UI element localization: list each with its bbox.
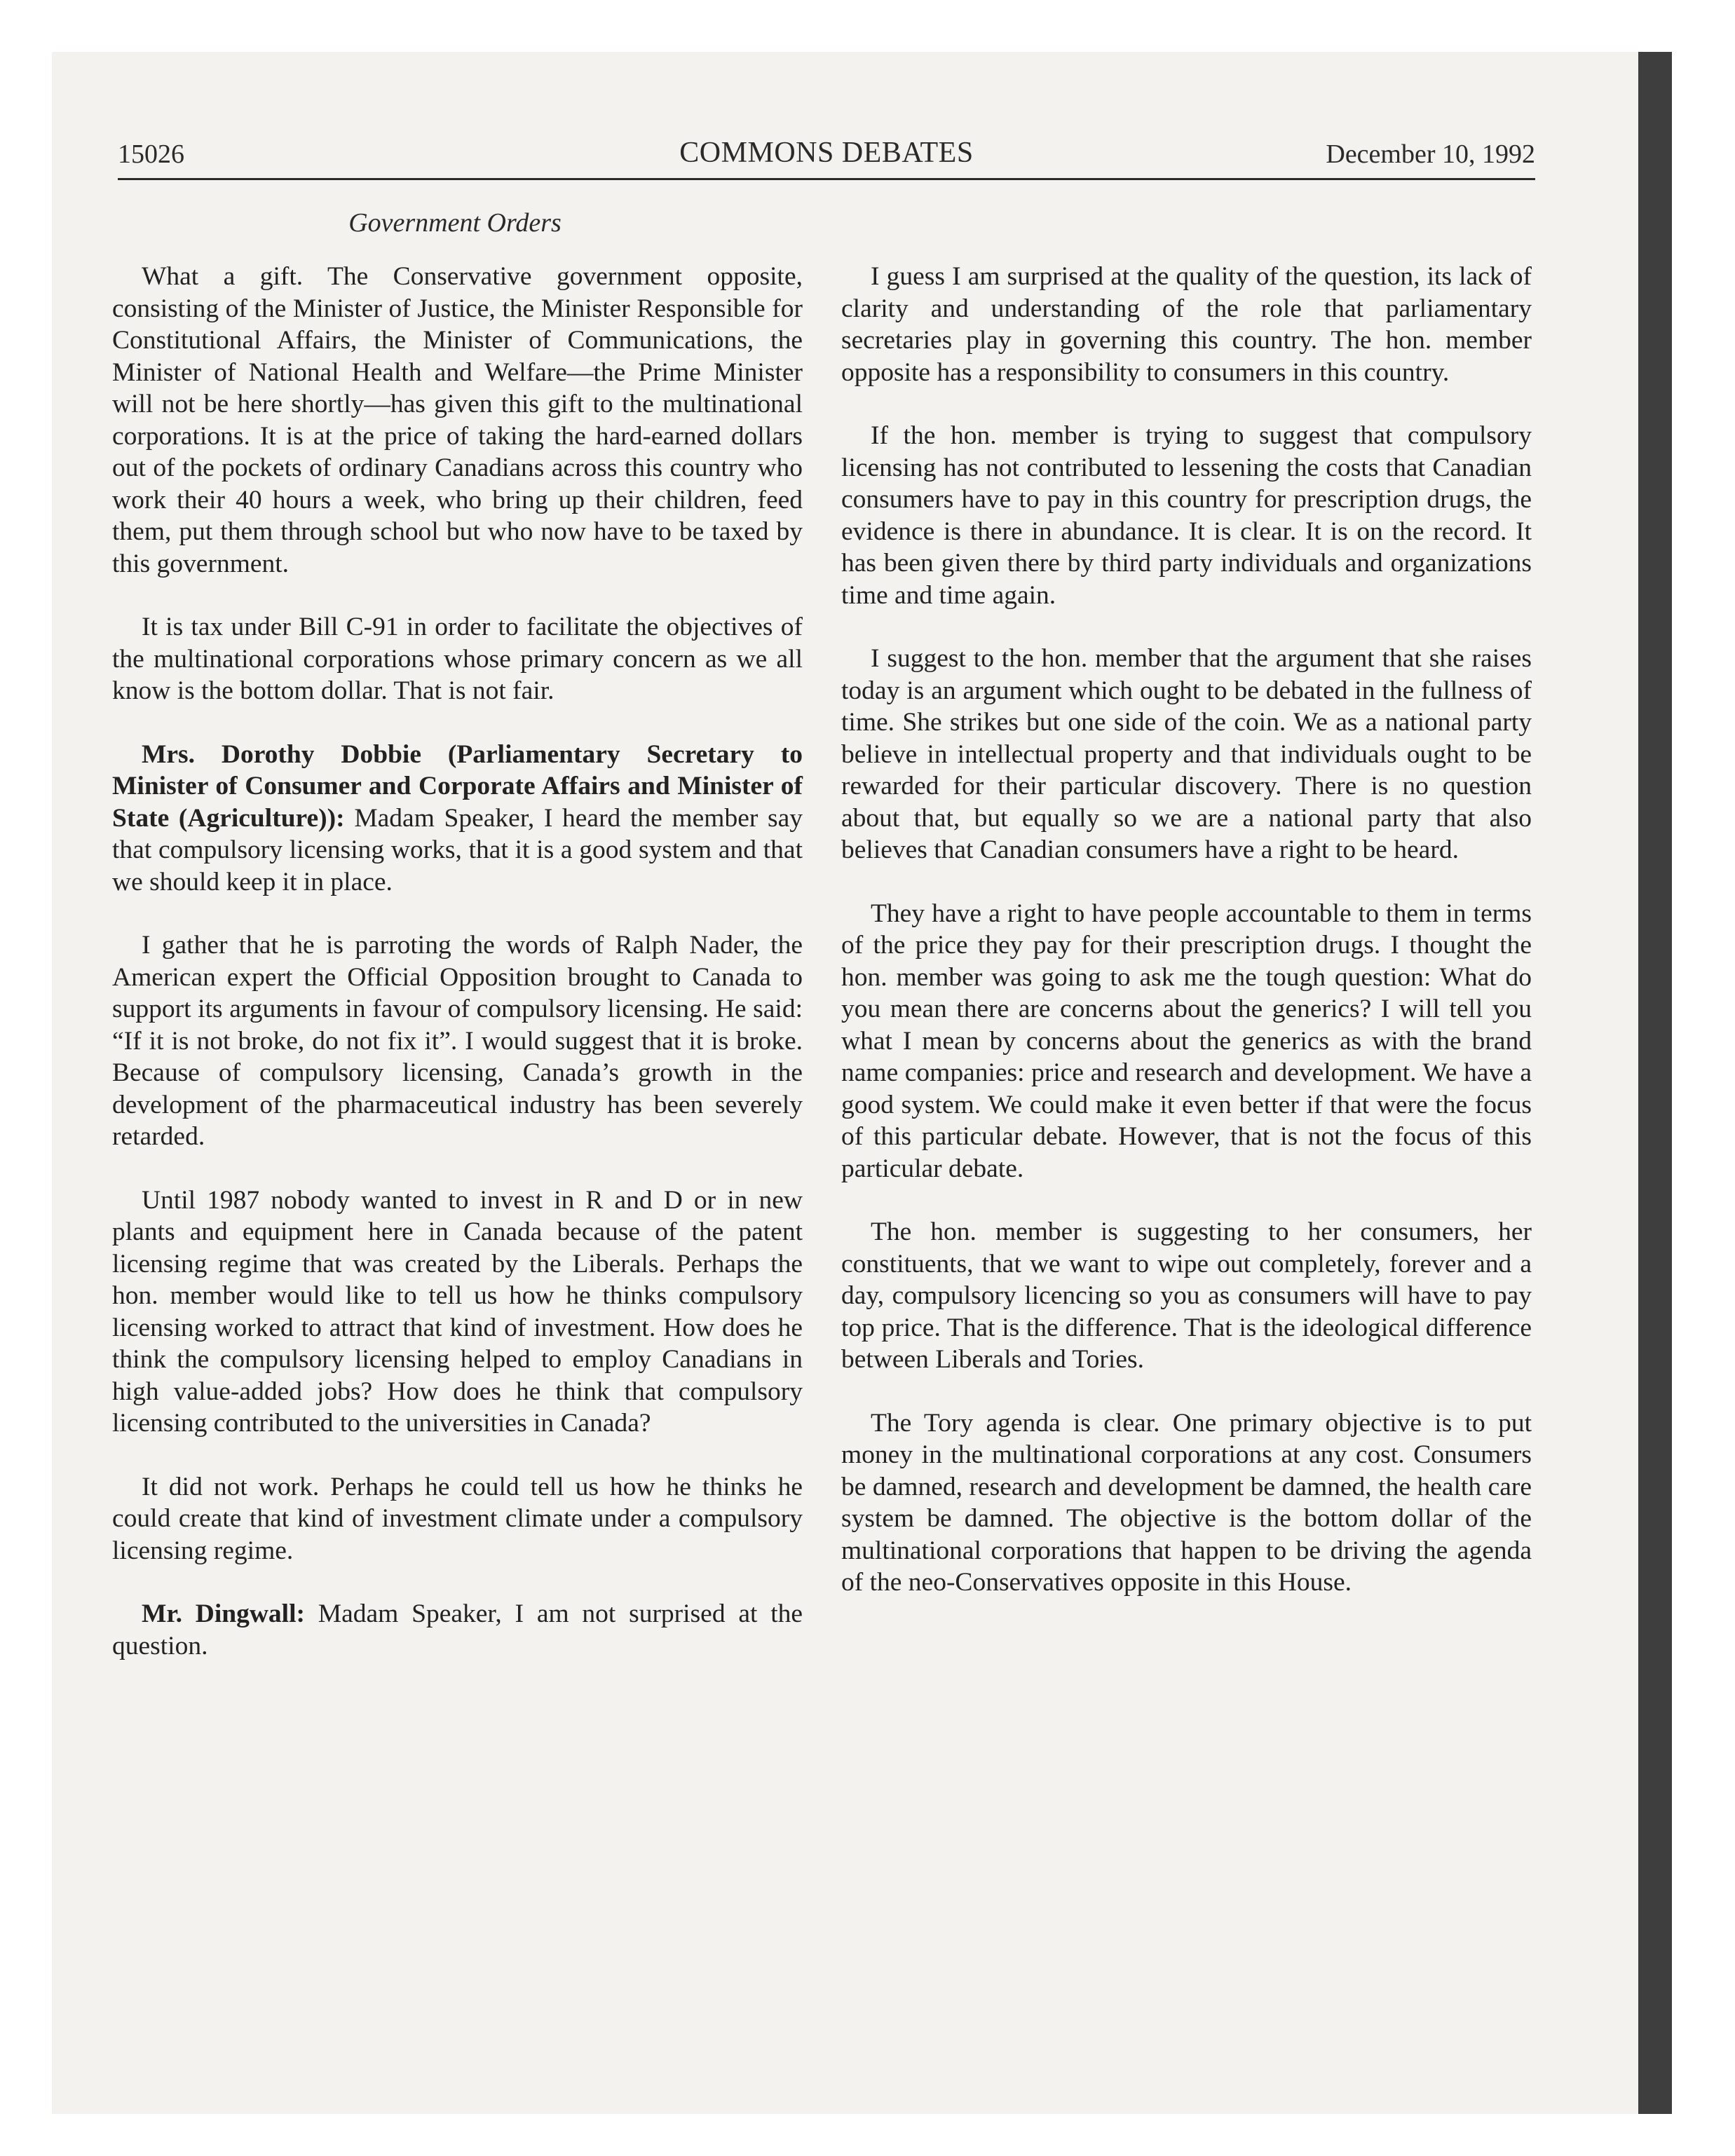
- journal-title: COMMONS DEBATES: [679, 137, 974, 169]
- paragraph: [841, 1407, 1532, 1599]
- paragraph: [841, 261, 1532, 388]
- paragraph-text: I suggest to the hon. member that the argument that she raises today is an argument which ought to be debated in the fullness of time. She strikes but one side of the coin. We as a national party believe in intellectual property and that individuals ought to be rewarded for their particular discovery. There is no question about that, but equally so we are a national party that also believes that Canadian consumers have a right to be heard.: [841, 644, 1532, 864]
- paragraph-text: If the hon. member is trying to suggest that compulsory licensing has not contributed to lessening the costs that Canadian consumers have to pay in this country for prescription drugs, the evidence is there in abundance. It is clear. It is on the record. It has been given there by third party individuals and organizations time and time again.: [841, 421, 1532, 610]
- right-column: [841, 261, 1532, 1630]
- paragraph: [112, 1185, 803, 1440]
- paragraph-text: It is tax under Bill C-91 in order to facilitate the objectives of the multinational corporations whose primary concern as we all know is the bottom dollar. That is not fair.: [112, 613, 803, 705]
- paragraph-text: The hon. member is suggesting to her consumers, her constituents, that we want to wipe out completely, forever and a day, compulsory licencing so you as consumers will have to pay top price. That is the difference. That is the ideological difference between Liberals and Tories.: [841, 1217, 1532, 1374]
- paragraph: [112, 929, 803, 1153]
- paragraph-text: What a gift. The Conservative government opposite, consisting of the Minister of Justice, the Minister Responsible for Constitutional Affairs, the Minister of Communications, the Minister of National Health and Welfare—the Prime Minister will not be here shortly—has given this gift to the multinational corporations. It is at the price of taking the hard-earned dollars out of the pockets of ordinary Canadians across this country who work their 40 hours a week, who bring up their children, feed them, put them through school but who now have to be taxed by this government.: [112, 262, 803, 578]
- paragraph: [112, 261, 803, 580]
- paragraph-text: Until 1987 nobody wanted to invest in R and D or in new plants and equipment here in Canada because of the patent licensing regime that was created by the Liberals. Perhaps the hon. member would like to tell us how he thinks compulsory licensing worked to attract that kind of investment. How does he think the compulsory licensing helped to employ Canadians in high value-added jobs? How does he think that compulsory licensing contributed to the universities in Canada?: [112, 1185, 803, 1438]
- paragraph: [841, 643, 1532, 866]
- paragraph: [112, 739, 803, 899]
- paragraph-text: Madam Speaker, I am not surprised at the question.: [112, 1599, 803, 1660]
- scan-edge-shadow: [1638, 52, 1672, 2114]
- header-rule: [118, 178, 1535, 180]
- paragraph: [112, 611, 803, 707]
- page-number: 15026: [118, 139, 184, 169]
- paragraph-text: It did not work. Perhaps he could tell us how he thinks he could create that kind of investment climate under a compulsory licensing regime.: [112, 1472, 803, 1565]
- paragraph: [112, 1598, 803, 1662]
- running-header: [118, 133, 1535, 175]
- paragraph: [841, 898, 1532, 1185]
- paragraph: [841, 420, 1532, 611]
- issue-date: December 10, 1992: [1326, 139, 1535, 169]
- section-label: Government Orders: [348, 208, 562, 238]
- left-column: [112, 261, 803, 1693]
- paragraph-text: The Tory agenda is clear. One primary objective is to put money in the multinational corporations at any cost. Consumers be damned, research and development be damned, the health care system be damned. The objective is the bottom dollar of the multinational corporations that happen to be driving the agenda of the neo-Conservatives opposite in this House.: [841, 1408, 1532, 1597]
- speaker-name: Mr. Dingwall:: [142, 1599, 306, 1628]
- paragraph: [112, 1471, 803, 1567]
- speaker-name: Mrs. Dorothy Dobbie (Parliamentary Secretary to Minister of Consumer and Corporate Affairs and Minister of State (Agriculture)):: [112, 739, 803, 833]
- paragraph-text: Madam Speaker, I heard the member say that compulsory licensing works, that it is a good system and that we should keep it in place.: [112, 803, 803, 896]
- paragraph-text: I gather that he is parroting the words of Ralph Nader, the American expert the Official Opposition brought to Canada to support its arguments in favour of compulsory licensing. He said: “If it is not broke, do not fix it”. I would suggest that it is broke. Because of compulsory licensing, Canada’s growth in the development of the pharmaceutical industry has been severely retarded.: [112, 931, 803, 1151]
- paragraph-text: They have a right to have people accountable to them in terms of the price they pay for their prescription drugs. I thought the hon. member was going to ask me the tough question: What do you mean there are concerns about the generics? I will tell you what I mean by concerns about the generics as with the brand name companies: price and research and development. We have a good system. We could make it even better if that were the focus of this particular debate. However, that is not the focus of this particular debate.: [841, 899, 1532, 1183]
- paragraph-text: I guess I am surprised at the quality of the question, its lack of clarity and understanding of the role that parliamentary secretaries play in governing this country. The hon. member opposite has a responsibility to consumers in this country.: [841, 262, 1532, 387]
- paragraph: [841, 1216, 1532, 1376]
